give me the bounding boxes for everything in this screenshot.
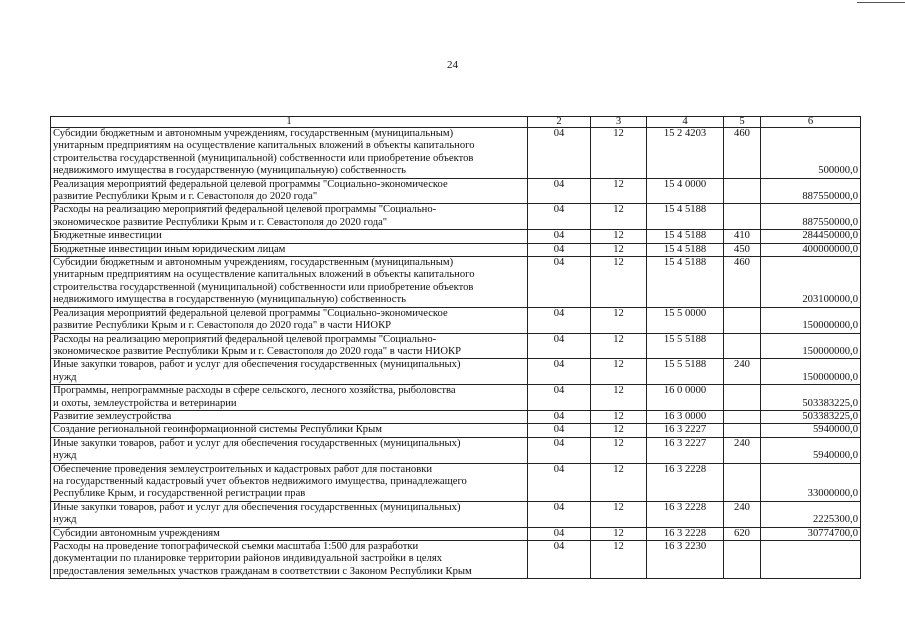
- amount-cell: 887550000,0: [761, 178, 861, 204]
- amount-cell: 284450000,0: [761, 230, 861, 243]
- target-article-cell: 16 3 2230: [647, 541, 724, 579]
- page-number: 24: [447, 59, 458, 71]
- section-code-cell: 04: [528, 128, 591, 179]
- expense-type-cell: [724, 204, 761, 230]
- section-code-cell: 04: [528, 463, 591, 501]
- expense-type-cell: 410: [724, 230, 761, 243]
- subsection-code-cell: 12: [591, 359, 647, 385]
- table-row: [51, 437, 861, 463]
- table-row: [51, 424, 861, 437]
- column-number: 5: [724, 117, 761, 128]
- column-number: 6: [761, 117, 861, 128]
- section-code-cell: 04: [528, 527, 591, 540]
- table-row: [51, 178, 861, 204]
- table-row: [51, 541, 861, 579]
- amount-cell: 503383225,0: [761, 410, 861, 423]
- expense-name-cell: Расходы на реализацию мероприятий федеральной целевой программы "Социально- экономическое развитие Республики Крым и г. Севастополя до 2020 года" в части НИОКР: [51, 333, 528, 359]
- column-number-row: [51, 117, 861, 128]
- expense-name-cell: Создание региональной геоинформационной системы Республики Крым: [51, 424, 528, 437]
- expense-type-cell: 240: [724, 359, 761, 385]
- subsection-code-cell: 12: [591, 178, 647, 204]
- table-row: [51, 385, 861, 411]
- amount-cell: 150000000,0: [761, 307, 861, 333]
- table-row: [51, 204, 861, 230]
- subsection-code-cell: 12: [591, 333, 647, 359]
- budget-table: [50, 116, 861, 579]
- amount-cell: 203100000,0: [761, 257, 861, 308]
- expense-type-cell: 240: [724, 501, 761, 527]
- target-article-cell: 15 4 5188: [647, 243, 724, 256]
- target-article-cell: 16 3 0000: [647, 410, 724, 423]
- table-row: [51, 410, 861, 423]
- section-code-cell: 04: [528, 541, 591, 579]
- subsection-code-cell: 12: [591, 385, 647, 411]
- expense-type-cell: [724, 333, 761, 359]
- table-row: [51, 527, 861, 540]
- amount-cell: 150000000,0: [761, 333, 861, 359]
- table-row: [51, 333, 861, 359]
- subsection-code-cell: 12: [591, 128, 647, 179]
- expense-type-cell: [724, 307, 761, 333]
- target-article-cell: 15 4 0000: [647, 178, 724, 204]
- expense-name-cell: Программы, непрограммные расходы в сфере сельского, лесного хозяйства, рыболовства и охоты, землеустройства и ветеринарии: [51, 385, 528, 411]
- target-article-cell: 15 2 4203: [647, 128, 724, 179]
- budget-table-body: [51, 117, 861, 579]
- section-code-cell: 04: [528, 424, 591, 437]
- expense-name-cell: Реализация мероприятий федеральной целевой программы "Социально-экономическое развитие Республики Крым и г. Севастополя до 2020 года": [51, 178, 528, 204]
- expense-name-cell: Субсидии автономным учреждениям: [51, 527, 528, 540]
- target-article-cell: 16 3 2227: [647, 437, 724, 463]
- table-row: [51, 307, 861, 333]
- amount-cell: 33000000,0: [761, 463, 861, 501]
- expense-name-cell: Расходы на проведение топографической съемки масштаба 1:500 для разработки документации по планировке территории районов индивидуальной застройки в целях предоставления земельных участков гражданам в соответствии с Законом Республики Крым: [51, 541, 528, 579]
- target-article-cell: 15 4 5188: [647, 204, 724, 230]
- expense-type-cell: [724, 424, 761, 437]
- amount-cell: 30774700,0: [761, 527, 861, 540]
- section-code-cell: 04: [528, 501, 591, 527]
- subsection-code-cell: 12: [591, 410, 647, 423]
- section-code-cell: 04: [528, 307, 591, 333]
- expense-type-cell: 450: [724, 243, 761, 256]
- expense-name-cell: Иные закупки товаров, работ и услуг для обеспечения государственных (муниципальных) нужд: [51, 437, 528, 463]
- section-code-cell: 04: [528, 204, 591, 230]
- column-number: 1: [51, 117, 528, 128]
- section-code-cell: 04: [528, 243, 591, 256]
- section-code-cell: 04: [528, 359, 591, 385]
- target-article-cell: 15 4 5188: [647, 230, 724, 243]
- subsection-code-cell: 12: [591, 230, 647, 243]
- table-row: [51, 359, 861, 385]
- target-article-cell: 15 5 0000: [647, 307, 724, 333]
- column-number: 3: [591, 117, 647, 128]
- target-article-cell: 16 3 2228: [647, 527, 724, 540]
- table-row: [51, 501, 861, 527]
- column-number: 2: [528, 117, 591, 128]
- column-number: 4: [647, 117, 724, 128]
- expense-type-cell: [724, 385, 761, 411]
- table-row: [51, 257, 861, 308]
- amount-cell: 503383225,0: [761, 385, 861, 411]
- expense-type-cell: 460: [724, 128, 761, 179]
- amount-cell: 5940000,0: [761, 424, 861, 437]
- amount-cell: [761, 541, 861, 579]
- section-code-cell: 04: [528, 410, 591, 423]
- subsection-code-cell: 12: [591, 527, 647, 540]
- subsection-code-cell: 12: [591, 307, 647, 333]
- table-row: [51, 463, 861, 501]
- amount-cell: 2225300,0: [761, 501, 861, 527]
- expense-name-cell: Расходы на реализацию мероприятий федеральной целевой программы "Социально- экономическое развитие Республики Крым и г. Севастополя до 2020 года": [51, 204, 528, 230]
- expense-type-cell: [724, 541, 761, 579]
- section-code-cell: 04: [528, 178, 591, 204]
- subsection-code-cell: 12: [591, 501, 647, 527]
- scan-edge-mark: [857, 2, 905, 3]
- expense-name-cell: Субсидии бюджетным и автономным учреждениям, государственным (муниципальным) унитарным предприятиям на осуществление капитальных вложений в объекты капитального строительства государственной (муниципальной) собственности или приобретение объектов недвижимого имущества в государственную (муниципальную) собственность: [51, 257, 528, 308]
- section-code-cell: 04: [528, 230, 591, 243]
- expense-name-cell: Бюджетные инвестиции: [51, 230, 528, 243]
- section-code-cell: 04: [528, 257, 591, 308]
- subsection-code-cell: 12: [591, 243, 647, 256]
- target-article-cell: 16 3 2227: [647, 424, 724, 437]
- expense-name-cell: Реализация мероприятий федеральной целевой программы "Социально-экономическое развитие Республики Крым и г. Севастополя до 2020 года" в части НИОКР: [51, 307, 528, 333]
- target-article-cell: 15 5 5188: [647, 333, 724, 359]
- expense-name-cell: Иные закупки товаров, работ и услуг для обеспечения государственных (муниципальных) нужд: [51, 359, 528, 385]
- expense-type-cell: [724, 178, 761, 204]
- amount-cell: 150000000,0: [761, 359, 861, 385]
- subsection-code-cell: 12: [591, 257, 647, 308]
- expense-type-cell: 620: [724, 527, 761, 540]
- amount-cell: 5940000,0: [761, 437, 861, 463]
- target-article-cell: 16 3 2228: [647, 463, 724, 501]
- target-article-cell: 15 5 5188: [647, 359, 724, 385]
- table-row: [51, 230, 861, 243]
- target-article-cell: 15 4 5188: [647, 257, 724, 308]
- subsection-code-cell: 12: [591, 463, 647, 501]
- expense-name-cell: Иные закупки товаров, работ и услуг для обеспечения государственных (муниципальных) нужд: [51, 501, 528, 527]
- expense-name-cell: Развитие землеустройства: [51, 410, 528, 423]
- table-row: [51, 128, 861, 179]
- table-row: [51, 243, 861, 256]
- target-article-cell: 16 0 0000: [647, 385, 724, 411]
- section-code-cell: 04: [528, 437, 591, 463]
- subsection-code-cell: 12: [591, 541, 647, 579]
- section-code-cell: 04: [528, 333, 591, 359]
- expense-type-cell: 240: [724, 437, 761, 463]
- amount-cell: 887550000,0: [761, 204, 861, 230]
- section-code-cell: 04: [528, 385, 591, 411]
- expense-name-cell: Обеспечение проведения землеустроительных и кадастровых работ для постановки на государственный кадастровый учет объектов недвижимого имущества, принадлежащего Республике Крым, и государственной регистрации прав: [51, 463, 528, 501]
- expense-type-cell: [724, 410, 761, 423]
- subsection-code-cell: 12: [591, 424, 647, 437]
- expense-name-cell: Бюджетные инвестиции иным юридическим лицам: [51, 243, 528, 256]
- amount-cell: 400000000,0: [761, 243, 861, 256]
- target-article-cell: 16 3 2228: [647, 501, 724, 527]
- expense-name-cell: Субсидии бюджетным и автономным учреждениям, государственным (муниципальным) унитарным предприятиям на осуществление капитальных вложений в объекты капитального строительства государственной (муниципальной) собственности или приобретение объектов недвижимого имущества в государственную (муниципальную) собственность: [51, 128, 528, 179]
- subsection-code-cell: 12: [591, 204, 647, 230]
- expense-type-cell: [724, 463, 761, 501]
- amount-cell: 500000,0: [761, 128, 861, 179]
- subsection-code-cell: 12: [591, 437, 647, 463]
- expense-type-cell: 460: [724, 257, 761, 308]
